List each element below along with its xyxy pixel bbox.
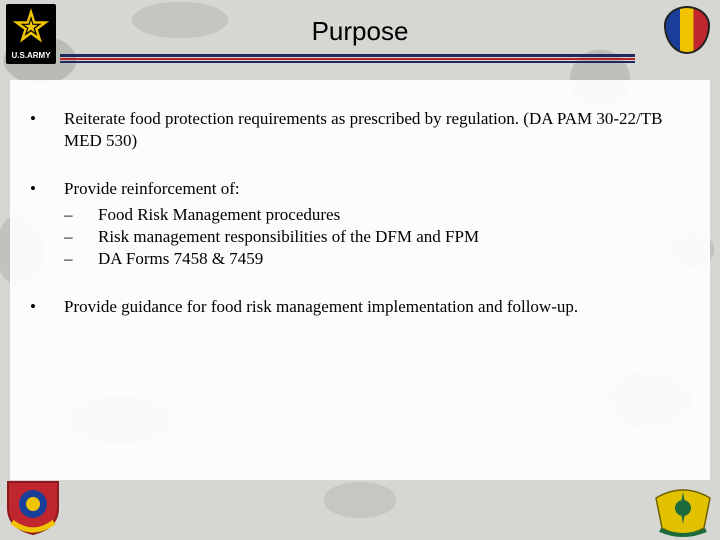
- bullet-item: [30, 108, 690, 152]
- bullet-glyph: •: [30, 179, 36, 198]
- slide-title: Purpose: [311, 16, 409, 46]
- army-logo-label: U.S.ARMY: [11, 51, 51, 60]
- bullet-item: [30, 296, 690, 318]
- slide-header: [0, 0, 720, 72]
- sub-bullet-text: Food Risk Management procedures: [98, 205, 341, 224]
- sub-bullet-text: DA Forms 7458 & 7459: [98, 249, 264, 268]
- bullet-text: Provide guidance for food risk management implementation and follow-up.: [64, 297, 579, 316]
- bullet-text: Reiterate food protection requirements as prescribed by regulation. (DA PAM 30-22/TB MED 530): [64, 109, 663, 150]
- bullet-text: Provide reinforcement of:: [64, 179, 240, 198]
- sub-bullet-item: [64, 248, 690, 270]
- sub-bullet-list: [64, 204, 690, 270]
- title-rule-blue-bottom: [60, 61, 635, 63]
- sub-bullet-glyph: –: [64, 249, 73, 268]
- bullet-glyph: •: [30, 109, 36, 128]
- title-rule-blue-top: [60, 54, 635, 57]
- quartermaster-crest-icon: [652, 484, 714, 538]
- bullet-glyph: •: [30, 297, 36, 316]
- bullet-item: [30, 178, 690, 270]
- title-rule-red: [60, 58, 635, 60]
- slide-body: [30, 108, 690, 344]
- sub-bullet-text: Risk management responsibilities of the DFM and FPM: [98, 227, 480, 246]
- sub-bullet-item: [64, 226, 690, 248]
- sub-bullet-glyph: –: [64, 227, 73, 246]
- support-crest-icon: [2, 478, 64, 536]
- sub-bullet-item: [64, 204, 690, 226]
- sub-bullet-glyph: –: [64, 205, 73, 224]
